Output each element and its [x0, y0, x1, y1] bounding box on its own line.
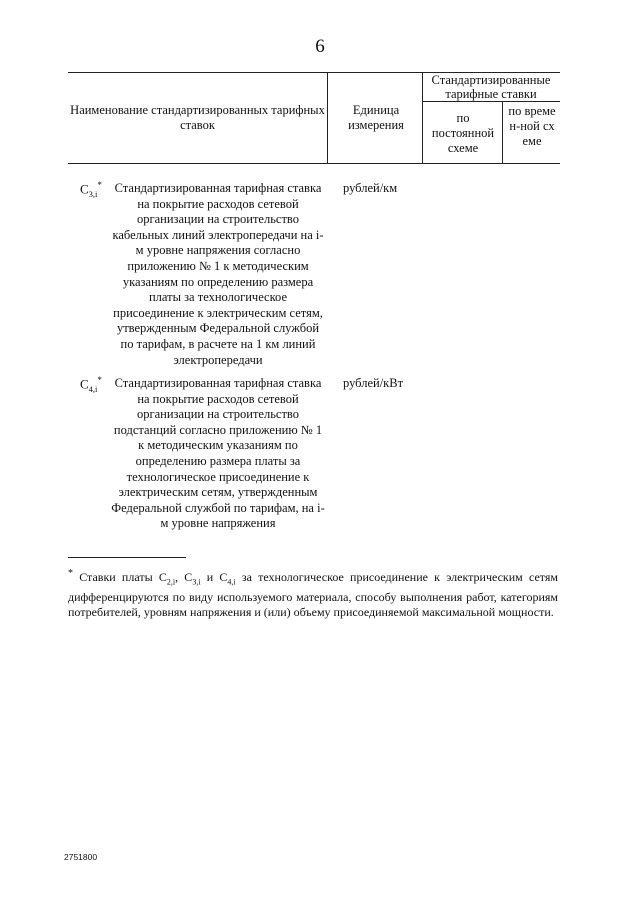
header-name: Наименование стандартизированных тарифных ставок: [70, 103, 325, 132]
col-divider-name: [327, 72, 328, 163]
row-code-c4i: $C_{4,i}^*$: [80, 375, 102, 394]
header-rates-group: Стандартизированные тарифные ставки: [431, 73, 551, 101]
row-unit-rub-kw: рублей/кВт: [343, 376, 404, 390]
rates-group-rule: [422, 101, 560, 102]
row-description-cable-lines: Стандартизированная тарифная ставка на покрытие расходов сетевой организации на строительство кабельных линий электропередачи на i-м уровне напряжения согласно приложению № 1 к методическим указаниям по определению размера платы за технологическое присоединение к электрическим сетям, утвержденным Федеральной службой по тарифам, в расчете на 1 км линий электропередачи: [112, 181, 324, 367]
row-unit-rub-km: рублей/км: [343, 181, 398, 195]
footnote-marker: *: [68, 568, 73, 579]
col-divider-scheme: [502, 101, 503, 163]
footnote-separator: [68, 557, 186, 558]
row-description-substations: Стандартизированная тарифная ставка на покрытие расходов сетевой организации на строительство подстанций согласно приложению № 1 к методическим указаниям по определению размера платы за технологическое присоединение к электрическим сетям, утвержденным Федеральной службой по тарифам, на i-м уровне напряжения: [111, 376, 325, 531]
footnote: * Ставки платы $C_{2,i}$, $C_{3,i}$ и $C_{4,i}$ за технологическое присоединение к электрическим сетям дифференцируются по виду используемого материала, способу выполнения работ, категориям потребителей, уровням напряжения и (или) объему присоединяемой максимальной мощности.: [68, 568, 558, 619]
table-header-bottom-rule: [68, 163, 560, 164]
page-number: 6: [315, 36, 325, 57]
header-unit: Единица измерения: [348, 103, 404, 132]
row-code-c3i: $C_{3,i}^*$: [80, 180, 102, 199]
header-temporary-scheme: по времен-ной схеме: [508, 104, 556, 148]
document-number: 2751800: [64, 852, 98, 862]
col-divider-unit: [422, 72, 423, 163]
header-permanent-scheme: по постоянной схеме: [431, 111, 495, 155]
